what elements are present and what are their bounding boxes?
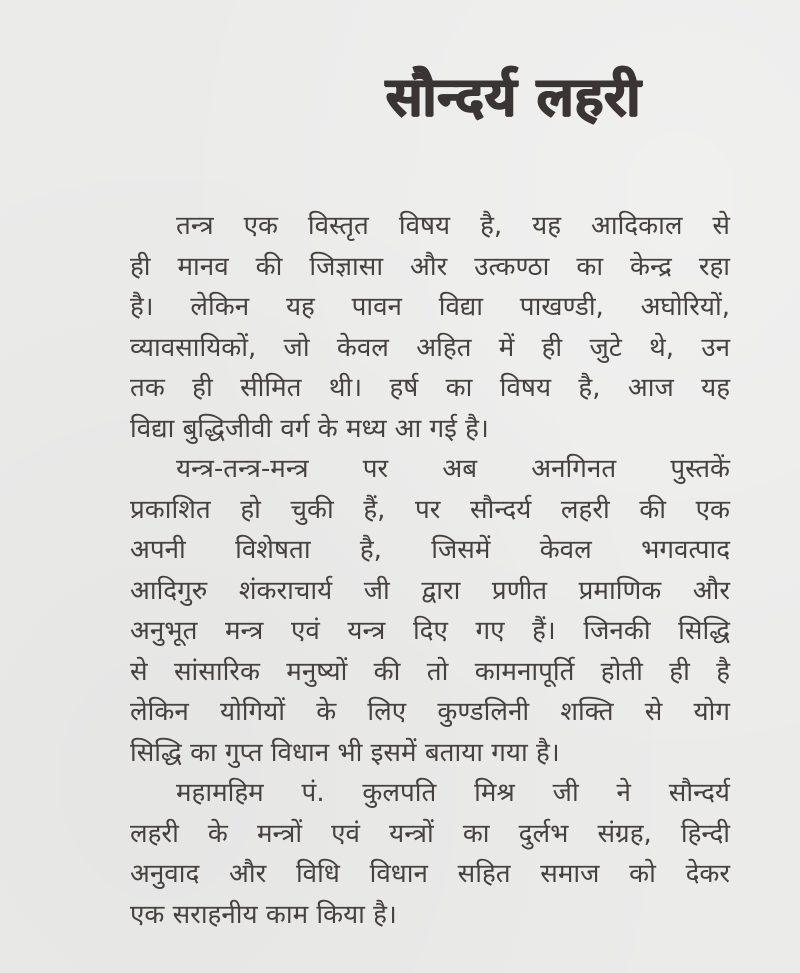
text-line: है। लेकिन यह पावन विद्या पाखण्डी, अघोरियों, <box>130 292 730 322</box>
text-line: अपनी विशेषता है, जिसमें केवल भगवत्पाद <box>130 535 730 565</box>
text-line: अनुभूत मन्त्र एवं यन्त्र दिए गए हैं। जिनकी सिद्धि <box>130 616 730 646</box>
text-line: एक सराहनीय काम किया है। <box>130 899 397 930</box>
text-line: तक ही सीमित थी। हर्ष का विषय है, आज यह <box>130 373 730 403</box>
text-line: से सांसारिक मनुष्यों की तो कामनापूर्ति होती ही है <box>130 656 730 687</box>
text-line: विद्या बुद्धिजीवी वर्ग के मध्य आ गई है। <box>130 413 489 444</box>
text-line: ही मानव की जिज्ञासा और उत्कण्ठा का केन्द्र रहा <box>130 251 730 282</box>
page-title: सौन्दर्य लहरी <box>386 65 642 128</box>
text-line: तन्त्र एक विस्तृत विषय है, यह आदिकाल से <box>176 211 730 241</box>
text-line: व्यावसायिकों, जो केवल अहित में ही जुटे थे, उन <box>130 332 730 363</box>
text-line: सिद्धि का गुप्त विधान भी इसमें बताया गया है। <box>130 737 560 768</box>
text-line: आदिगुरु शंकराचार्य जी द्वारा प्रणीत प्रमाणिक और <box>130 575 730 606</box>
text-line: लेकिन योगियों के लिए कुण्डलिनी शक्ति से योग <box>130 697 730 727</box>
body-text <box>130 206 730 935</box>
text-line: महामहिम पं. कुलपति मिश्र जी ने सौन्दर्य <box>176 778 730 808</box>
paragraph-1 <box>130 206 730 449</box>
paragraph-2 <box>130 449 730 773</box>
text-line: यन्त्र-तन्त्र-मन्त्र पर अब अनगिनत पुस्तकें <box>176 454 730 484</box>
text-line: अनुवाद और विधि विधान सहित समाज को देकर <box>130 859 730 889</box>
paragraph-3 <box>130 773 730 935</box>
text-line: लहरी के मन्त्रों एवं यन्त्रों का दुर्लभ संग्रह, हिन्दी <box>130 818 730 849</box>
text-line: प्रकाशित हो चुकी हैं, पर सौन्दर्य लहरी की एक <box>130 494 730 525</box>
